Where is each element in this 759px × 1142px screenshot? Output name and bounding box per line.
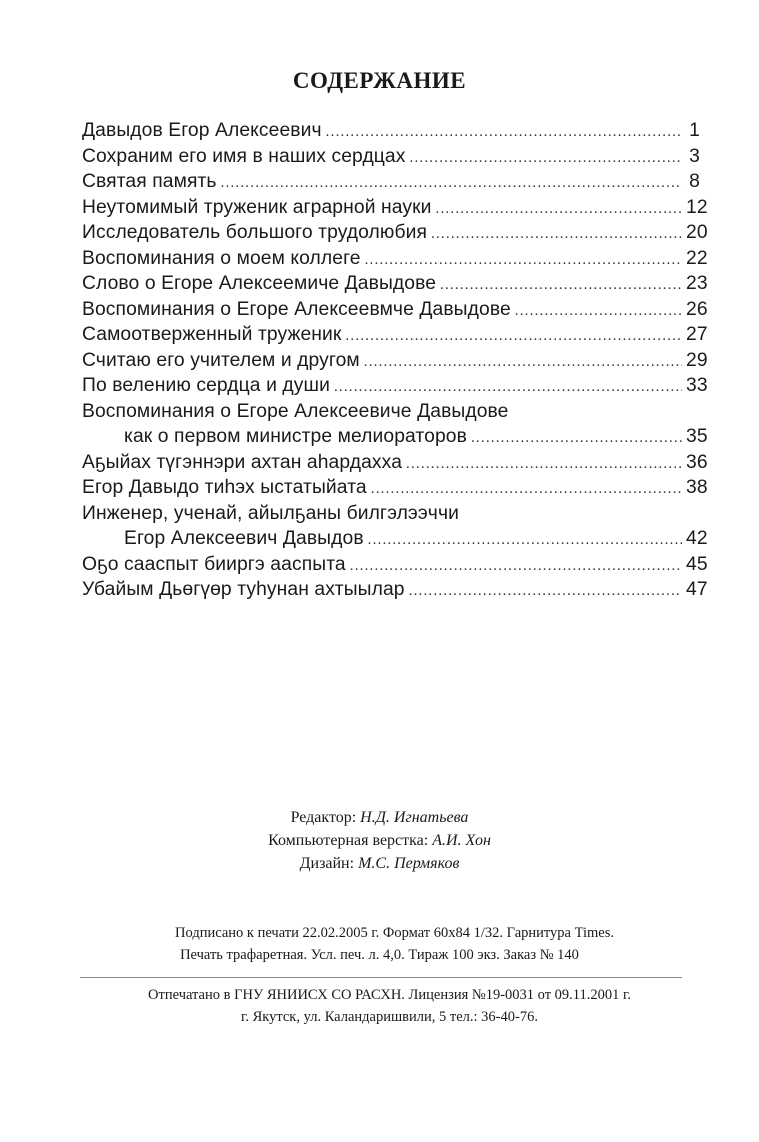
toc-page-number: 36	[686, 451, 708, 473]
printer-line-1: Отпечатано в ГНУ ЯНИИСХ СО РАСХН. Лицензия №19-0031 от 09.11.2001 г.	[148, 987, 631, 1003]
toc-leader-dots	[371, 477, 682, 503]
toc-page-number: 27	[686, 324, 708, 345]
toc-line	[82, 552, 708, 578]
toc-entry-title: Воспоминания о Егоре Алексеевиче Давыдове	[82, 400, 509, 422]
toc-entry-title: Слово о Егоре Алексеемиче Давыдове	[82, 273, 437, 294]
toc-entry-title: Аҕыйах түгэннэри ахтан аһардахха	[82, 451, 403, 473]
toc-leader-dots	[409, 579, 682, 605]
toc-page-number: 23	[686, 273, 708, 294]
toc-leader-dots	[221, 171, 682, 197]
toc-entry-title: Егор Алексеевич Давыдов	[124, 528, 364, 549]
toc-line	[82, 373, 708, 399]
toc-leader-dots	[326, 120, 682, 146]
divider-line	[80, 977, 682, 978]
toc-line	[82, 144, 700, 170]
table-of-contents	[82, 118, 708, 603]
toc-line	[82, 450, 708, 476]
toc-entry-title: По велению сердца и души	[82, 375, 330, 396]
toc-entry-title: Оҕо сааспыт бииргэ ааспыта	[82, 553, 346, 575]
toc-entry-title: как о первом министре мелиораторов	[124, 426, 467, 447]
toc-page-number: 47	[686, 579, 708, 600]
toc-leader-dots	[471, 426, 682, 452]
toc-leader-dots	[440, 273, 682, 299]
toc-line	[82, 526, 708, 552]
toc-line	[82, 322, 708, 348]
toc-entry-title: Самоотверженный труженик	[82, 324, 342, 345]
toc-entry	[82, 399, 708, 450]
toc-leader-dots	[410, 146, 683, 172]
toc-page-number: 22	[686, 247, 708, 269]
toc-entry-title: Воспоминания о Егоре Алексеевмче Давыдове	[82, 298, 511, 320]
credit-layout	[0, 829, 759, 852]
toc-page-number: 20	[686, 222, 708, 243]
printer-line-2: г. Якутск, ул. Каландаришвили, 5 тел.: 36-40-76.	[241, 1009, 538, 1025]
toc-line	[82, 246, 708, 272]
toc-entry	[82, 450, 708, 476]
toc-page-number: 29	[686, 349, 708, 371]
toc-line	[82, 577, 708, 603]
toc-page-number: 1	[689, 120, 700, 141]
toc-line	[82, 220, 708, 246]
toc-line	[82, 399, 700, 425]
toc-leader-dots	[345, 324, 682, 350]
toc-page-number: 38	[686, 477, 708, 498]
toc-entry	[82, 144, 700, 170]
toc-entry	[82, 348, 708, 374]
design-label: Дизайн:	[299, 855, 355, 872]
credit-design	[0, 852, 759, 875]
toc-page-number: 45	[686, 553, 708, 575]
design-name: М.С. Пермяков	[358, 855, 460, 872]
layout-label: Компьютерная верстка:	[268, 832, 429, 849]
toc-entry-title: Убайым Дьөгүөр туһунан ахтыылар	[82, 579, 405, 600]
toc-entry	[82, 118, 700, 144]
toc-page-number: 33	[686, 375, 708, 396]
toc-entry	[82, 246, 708, 272]
toc-line	[82, 348, 708, 374]
toc-entry	[82, 220, 708, 246]
toc-leader-dots	[406, 452, 682, 478]
toc-leader-dots	[350, 554, 682, 580]
toc-entry	[82, 552, 708, 578]
toc-page-number: 35	[686, 426, 708, 447]
toc-entry-title: Считаю его учителем и другом	[82, 349, 360, 371]
toc-entry	[82, 297, 708, 323]
toc-entry	[82, 195, 708, 221]
toc-leader-dots	[368, 528, 682, 554]
toc-entry-title: Неутомимый труженик аграрной науки	[82, 196, 432, 218]
toc-entry-title: Инженер, ученай, айылҕаны билгэлээччи	[82, 502, 459, 524]
toc-entry	[82, 475, 708, 501]
toc-entry-title: Исследователь большого трудолюбия	[82, 222, 428, 243]
toc-leader-dots	[431, 222, 682, 248]
toc-entry-title: Воспоминания о моем коллеге	[82, 247, 361, 269]
printer-block	[0, 984, 759, 1028]
imprint-block	[0, 922, 759, 966]
toc-line	[82, 271, 708, 297]
toc-entry	[82, 322, 708, 348]
toc-line	[82, 118, 700, 144]
toc-line	[82, 195, 708, 221]
editor-label: Редактор:	[290, 809, 357, 826]
toc-line	[82, 169, 700, 195]
toc-entry	[82, 577, 708, 603]
toc-line	[82, 424, 708, 450]
toc-page-number: 3	[689, 145, 700, 167]
toc-line	[82, 475, 708, 501]
toc-entry	[82, 169, 700, 195]
toc-page-number: 8	[689, 171, 700, 192]
toc-entry-title: Святая память	[82, 171, 217, 192]
toc-entry-title: Давыдов Егор Алексеевич	[82, 120, 322, 141]
toc-leader-dots	[364, 350, 682, 376]
credit-editor	[0, 806, 759, 829]
toc-leader-dots	[334, 375, 682, 401]
toc-page-number: 26	[686, 298, 708, 320]
credits-block	[0, 806, 759, 875]
page-title: СОДЕРЖАНИЕ	[292, 68, 467, 93]
toc-entry-title: Сохраним его имя в наших сердцах	[82, 145, 406, 167]
layout-name: А.И. Хон	[432, 832, 491, 849]
toc-page-number: 12	[686, 196, 708, 218]
imprint-line-2: Печать трафаретная. Усл. печ. л. 4,0. Тираж 100 экз. Заказ № 140	[180, 947, 579, 963]
toc-line	[82, 501, 700, 527]
toc-leader-dots	[436, 197, 682, 223]
imprint-line-1: Подписано к печати 22.02.2005 г. Формат 60х84 1/32. Гарнитура Times.	[175, 925, 614, 941]
toc-entry	[82, 271, 708, 297]
toc-entry	[82, 373, 708, 399]
toc-entry-title: Егор Давыдо тиһэх ыстатыйата	[82, 477, 367, 498]
toc-leader-dots	[515, 299, 682, 325]
editor-name: Н.Д. Игнатьева	[360, 809, 469, 826]
toc-line	[82, 297, 708, 323]
toc-page-number: 42	[686, 528, 708, 549]
toc-leader-dots	[365, 248, 682, 274]
toc-entry	[82, 501, 708, 552]
